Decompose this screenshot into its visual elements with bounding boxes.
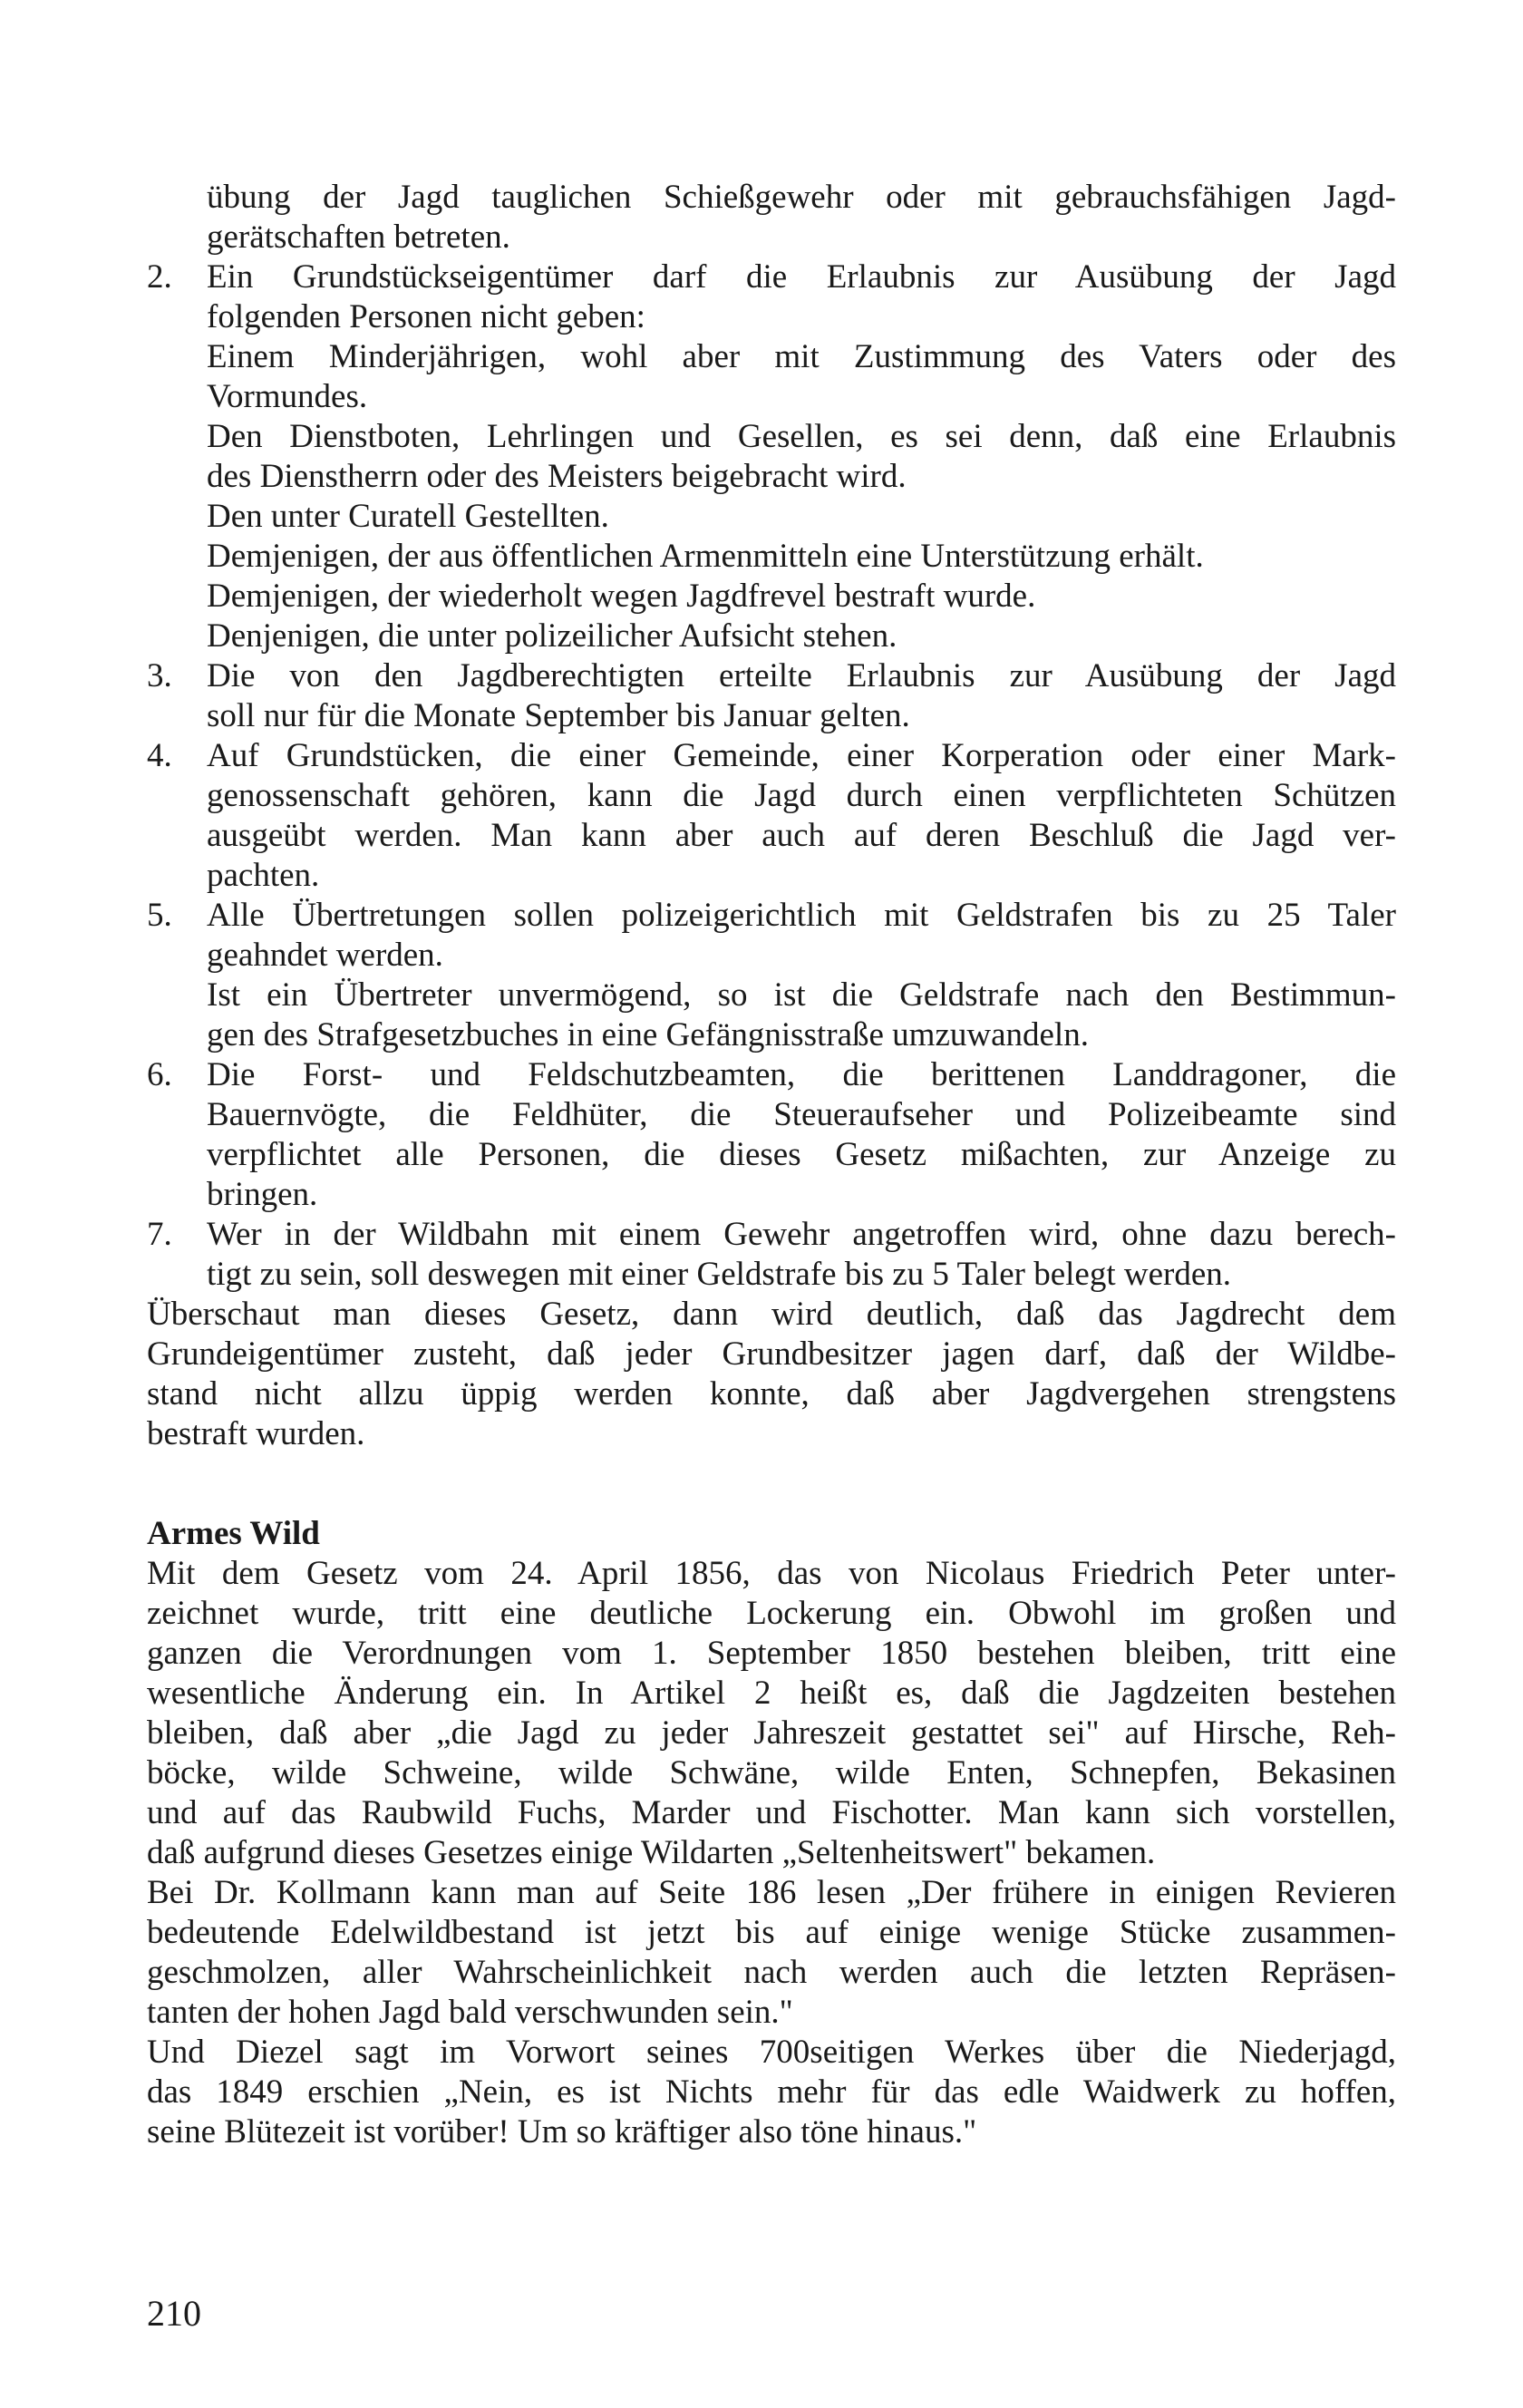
text-line: Überschaut man dieses Gesetz, dann wird deutlich, daß das Jagdrecht dem — [147, 1296, 1396, 1333]
text-line: genossenschaft gehören, kann die Jagd durch einen verpflichteten Schützen — [207, 777, 1396, 814]
continuation-text — [147, 178, 1396, 257]
text-line: Die Forst- und Feldschutzbeamten, die berittenen Landdragoner, die — [207, 1056, 1396, 1093]
page-body — [147, 178, 1396, 2152]
text-line: Grundeigentümer zusteht, daß jeder Grundbesitzer jagen darf, daß der Wildbe- — [147, 1335, 1396, 1373]
text-line: Denjenigen, die unter polizeilicher Aufsicht stehen. — [207, 617, 897, 655]
text-line: ganzen die Verordnungen vom 1. September 1850 bestehen bleiben, tritt eine — [147, 1635, 1396, 1672]
text-line: bleiben, daß aber „die Jagd zu jeder Jahreszeit gestattet sei" auf Hirsche, Reh- — [147, 1714, 1396, 1752]
text-line: gerätschaften betreten. — [207, 218, 510, 256]
text-line: geschmolzen, aller Wahrscheinlichkeit nach werden auch die letzten Repräsen- — [147, 1954, 1396, 1991]
list-item — [147, 736, 1396, 896]
text-line: daß aufgrund dieses Gesetzes einige Wildarten „Seltenheitswert" bekamen. — [147, 1834, 1156, 1871]
text-line: ausgeübt werden. Man kann aber auch auf deren Beschluß die Jagd ver- — [207, 817, 1396, 854]
text-line: Mit dem Gesetz vom 24. April 1856, das von Nicolaus Friedrich Peter unter- — [147, 1555, 1396, 1592]
text-line: geahndet werden. — [207, 937, 443, 974]
text-line: Auf Grundstücken, die einer Gemeinde, einer Korperation oder einer Mark- — [207, 737, 1396, 774]
text-line: bedeutende Edelwildbestand ist jetzt bis auf einige wenige Stücke zusammen- — [147, 1914, 1396, 1951]
list-item — [147, 896, 1396, 1055]
text-line: Ein Grundstückseigentümer darf die Erlaubnis zur Ausübung der Jagd — [207, 258, 1396, 296]
list-item — [147, 257, 1396, 656]
text-line: seine Blütezeit ist vorüber! Um so kräftiger also töne hinaus." — [147, 2113, 977, 2151]
paragraph — [147, 1554, 1396, 1873]
text-line: tigt zu sein, soll deswegen mit einer Geldstrafe bis zu 5 Taler belegt werden. — [207, 1256, 1232, 1293]
paragraph — [147, 1873, 1396, 2033]
list-item-number: 5. — [147, 897, 172, 934]
text-line: Demjenigen, der wiederholt wegen Jagdfrevel bestraft wurde. — [207, 578, 1036, 615]
text-line: wesentliche Änderung ein. In Artikel 2 heißt es, daß die Jagdzeiten bestehen — [147, 1675, 1396, 1712]
list-item — [147, 1215, 1396, 1295]
list-item-text — [207, 896, 1396, 1055]
list-item-text — [207, 656, 1396, 736]
text-line: bestraft wurden. — [147, 1415, 365, 1452]
text-line: böcke, wilde Schweine, wilde Schwäne, wilde Enten, Schnepfen, Bekasinen — [147, 1754, 1396, 1791]
numbered-list — [147, 257, 1396, 1295]
text-line: Einem Minderjährigen, wohl aber mit Zustimmung des Vaters oder des — [207, 338, 1396, 375]
list-item-number: 6. — [147, 1056, 172, 1093]
list-item-number: 4. — [147, 737, 172, 774]
text-line: folgenden Personen nicht geben: — [207, 298, 645, 335]
text-line: bringen. — [207, 1176, 318, 1213]
list-item-number: 2. — [147, 258, 172, 296]
list-item-number: 3. — [147, 657, 172, 694]
section-heading: Armes Wild — [147, 1515, 320, 1552]
text-line: Bei Dr. Kollmann kann man auf Seite 186 lesen „Der frühere in einigen Revieren — [147, 1874, 1396, 1911]
text-line: Alle Übertretungen sollen polizeigerichtlich mit Geldstrafen bis zu 25 Taler — [207, 897, 1396, 934]
list-item — [147, 656, 1396, 736]
page-number: 210 — [147, 2293, 201, 2334]
list-item-text — [207, 1055, 1396, 1215]
text-line: Und Diezel sagt im Vorwort seines 700seitigen Werkes über die Niederjagd, — [147, 2034, 1396, 2071]
summary-paragraph — [147, 1295, 1396, 1454]
text-line: Die von den Jagdberechtigten erteilte Erlaubnis zur Ausübung der Jagd — [207, 657, 1396, 694]
text-line: und auf das Raubwild Fuchs, Marder und Fischotter. Man kann sich vorstellen, — [147, 1794, 1396, 1831]
text-line: pachten. — [207, 857, 320, 894]
section-body — [147, 1554, 1396, 2152]
text-line: soll nur für die Monate September bis Januar gelten. — [207, 697, 910, 734]
paragraph — [147, 2033, 1396, 2152]
list-item-text — [207, 736, 1396, 896]
text-line: Den Dienstboten, Lehrlingen und Gesellen, es sei denn, daß eine Erlaubnis — [207, 418, 1396, 455]
text-line: Ist ein Übertreter unvermögend, so ist die Geldstrafe nach den Bestimmun- — [207, 976, 1396, 1014]
text-line: Bauernvögte, die Feldhüter, die Steueraufseher und Polizeibeamte sind — [207, 1096, 1396, 1133]
text-line: des Dienstherrn oder des Meisters beigebracht wird. — [207, 458, 907, 495]
text-line: Den unter Curatell Gestellten. — [207, 498, 609, 535]
text-line: Wer in der Wildbahn mit einem Gewehr angetroffen wird, ohne dazu berech- — [207, 1216, 1396, 1253]
text-line: gen des Strafgesetzbuches in eine Gefängnisstraße umzuwandeln. — [207, 1016, 1089, 1054]
list-item-text — [207, 1215, 1396, 1295]
text-line: Vormundes. — [207, 378, 368, 415]
text-line: verpflichtet alle Personen, die dieses Gesetz mißachten, zur Anzeige zu — [207, 1136, 1396, 1173]
text-line: tanten der hohen Jagd bald verschwunden sein." — [147, 1994, 793, 2031]
list-item-number: 7. — [147, 1216, 172, 1253]
list-item-text — [207, 257, 1396, 656]
list-item — [147, 1055, 1396, 1215]
text-line: zeichnet wurde, tritt eine deutliche Lockerung ein. Obwohl im großen und — [147, 1595, 1396, 1632]
text-line: das 1849 erschien „Nein, es ist Nichts mehr für das edle Waidwerk zu hoffen, — [147, 2073, 1396, 2111]
text-line: Demjenigen, der aus öffentlichen Armenmitteln eine Unterstützung erhält. — [207, 538, 1204, 575]
text-line: stand nicht allzu üppig werden konnte, daß aber Jagdvergehen strengstens — [147, 1375, 1396, 1413]
text-line: übung der Jagd tauglichen Schießgewehr oder mit gebrauchsfähigen Jagd- — [207, 179, 1396, 216]
